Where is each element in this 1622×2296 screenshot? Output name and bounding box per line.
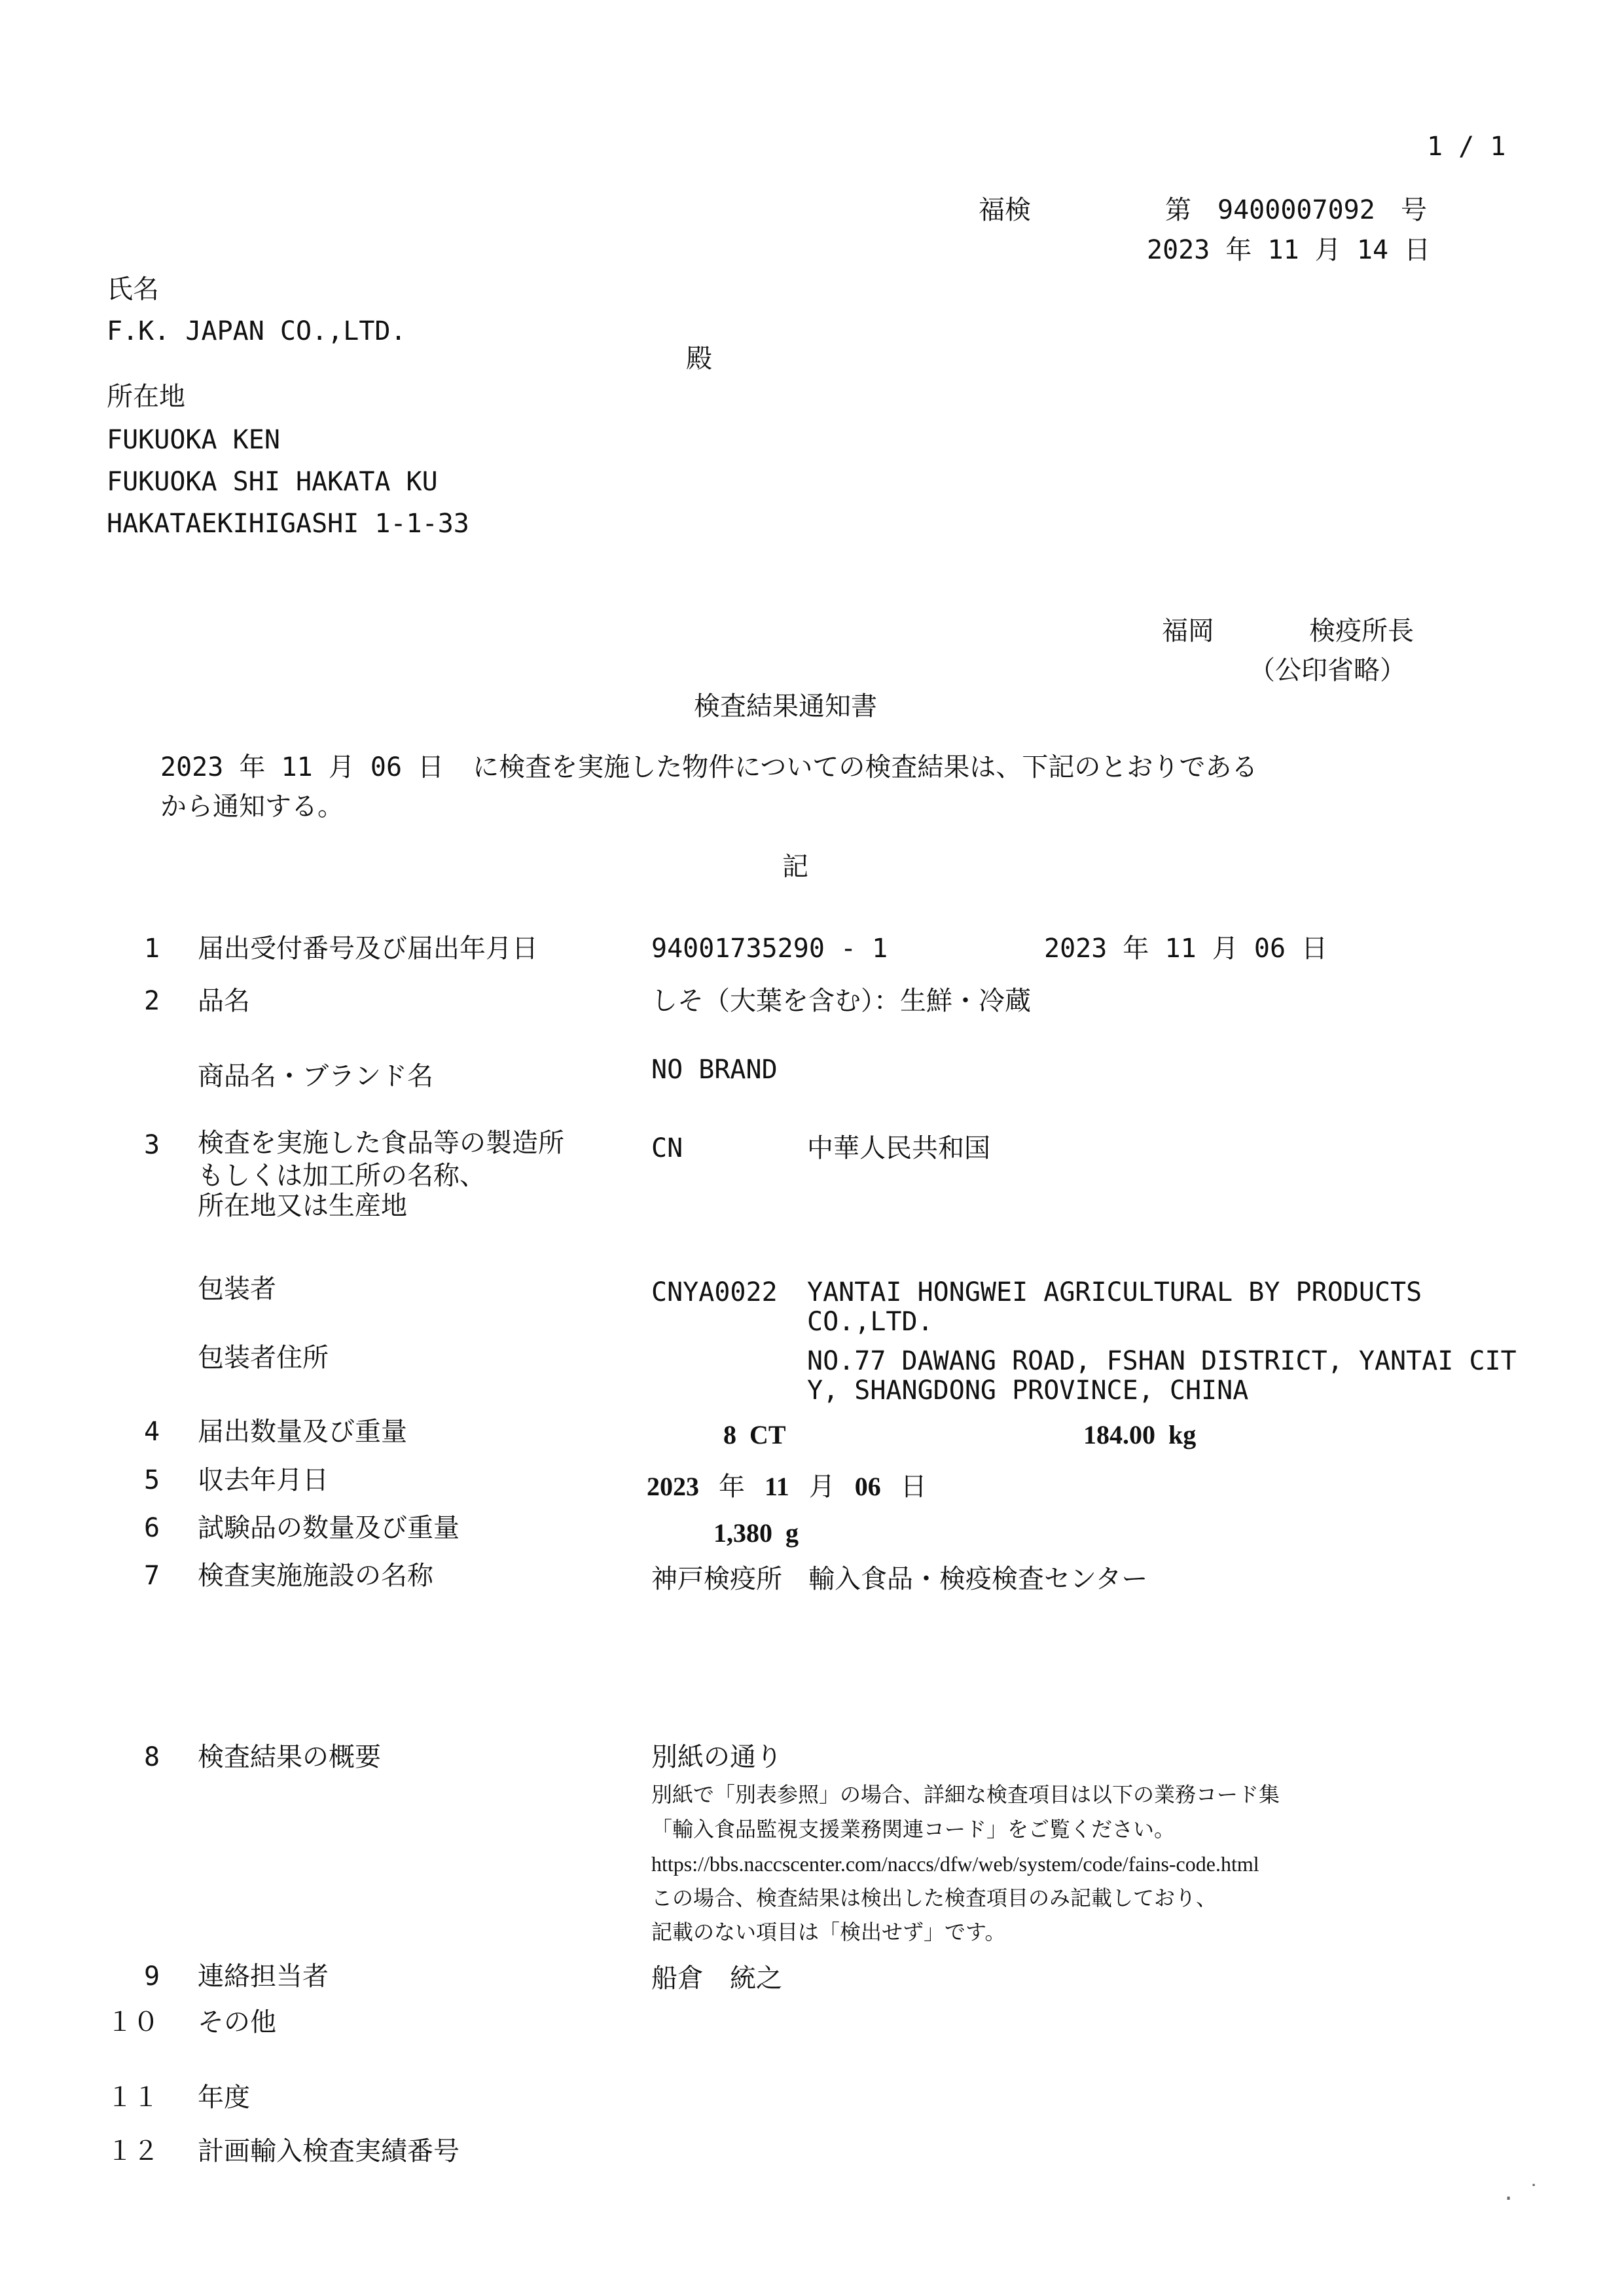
- item-value-7: 神戸検疫所 輸入食品・検疫検査センター: [651, 1564, 1148, 1594]
- v1-month: 11: [1164, 934, 1197, 964]
- recipient-name: F.K. JAPAN CO.,LTD.: [107, 316, 406, 346]
- item-label-1: 届出受付番号及び届出年月日: [198, 934, 538, 964]
- item-value-1-date: [1044, 933, 1327, 964]
- address-label: 所在地: [107, 382, 185, 412]
- intro-year: 2023: [160, 752, 224, 782]
- v1-month-char: 月: [1212, 934, 1238, 964]
- document-number: 9400007092: [1217, 195, 1375, 225]
- v1-day-char: 日: [1301, 934, 1328, 964]
- intro-text-1: に検査を実施した物件についての検査結果は、下記のとおりである: [473, 752, 1258, 782]
- number-label: 第: [1165, 195, 1191, 225]
- issuer-place: 福岡: [1162, 616, 1214, 646]
- v4-weight-unit: kg: [1168, 1420, 1197, 1449]
- office-prefix: 福検: [979, 195, 1031, 225]
- intro-day: 06: [370, 752, 403, 782]
- item-label-6: 試験品の数量及び重量: [198, 1513, 460, 1543]
- item-number-6: 6: [144, 1513, 160, 1543]
- issue-month: 11: [1267, 235, 1299, 265]
- item-number-1: 1: [144, 934, 160, 964]
- v1-year-char: 年: [1123, 934, 1149, 964]
- item-label-7: 検査実施施設の名称: [198, 1561, 433, 1591]
- intro-year-char: 年: [239, 752, 266, 782]
- item-value-8-note-3: この場合、検査結果は検出した検査項目のみ記載しており、: [651, 1886, 1217, 1910]
- item-value-2: しそ（大葉を含む）：生鮮・冷蔵: [651, 986, 1031, 1016]
- v5-year-char: 年: [719, 1472, 745, 1502]
- item-value-3c-line-1: NO.77 DAWANG ROAD, FSHAN DISTRICT, YANTAI CIT: [807, 1346, 1517, 1376]
- number-suffix: 号: [1401, 195, 1427, 225]
- item-number-9: 9: [144, 1961, 160, 1992]
- item-value-8-note-2: 「輸入食品監視支援業務関連コード」をご覧ください。: [651, 1817, 1176, 1842]
- item-value-8-url: https://bbs.naccscenter.com/naccs/dfw/web/system/code/fains-code.html: [651, 1852, 1259, 1876]
- v5-day: 06: [854, 1472, 881, 1501]
- item-label-4: 届出数量及び重量: [198, 1417, 407, 1447]
- intro-line-1: [160, 752, 1257, 783]
- item-value-3b-code: CNYA0022: [651, 1277, 778, 1307]
- honorific: 殿: [686, 344, 712, 374]
- issue-day: 14: [1356, 235, 1389, 265]
- intro-line-2: から通知する。: [160, 792, 344, 822]
- ki-mark: 記: [782, 852, 808, 882]
- item-label-8: 検査結果の概要: [198, 1742, 381, 1772]
- item-label-2b: 商品名・ブランド名: [198, 1061, 433, 1091]
- item-label-12: 計画輸入検査実績番号: [198, 2136, 460, 2166]
- item-value-3c-line-2: Y, SHANGDONG PROVINCE, CHINA: [807, 1376, 1249, 1406]
- item-label-9: 連絡担当者: [198, 1961, 329, 1992]
- item-value-3-code: CN: [651, 1133, 683, 1163]
- intro-month: 11: [281, 752, 313, 782]
- intro-day-char: 日: [418, 752, 444, 782]
- item-value-2b: NO BRAND: [651, 1055, 778, 1085]
- item-label-11: 年度: [198, 2083, 250, 2113]
- footer-marks: . ˙: [1502, 2180, 1540, 2205]
- item-value-6: [713, 1518, 799, 1549]
- item-value-5: [647, 1471, 927, 1503]
- issue-date: [1147, 234, 1430, 266]
- v5-year: 2023: [647, 1472, 699, 1501]
- document-title: 検査結果通知書: [694, 691, 877, 721]
- seal-note: （公印省略）: [1249, 655, 1406, 685]
- name-label: 氏名: [107, 274, 159, 304]
- item-label-5: 収去年月日: [198, 1465, 329, 1495]
- page-number: 1 / 1: [1427, 132, 1506, 162]
- item-label-3b: 包装者: [198, 1274, 276, 1304]
- address-line-1: FUKUOKA KEN: [107, 425, 280, 455]
- v4-weight: 184.00: [1083, 1420, 1155, 1449]
- year-char: 年: [1225, 235, 1252, 265]
- item-value-8-note-4: 記載のない項目は「検出せず」です。: [651, 1920, 1006, 1944]
- item-value-3b-line-1: YANTAI HONGWEI AGRICULTURAL BY PRODUCTS: [807, 1277, 1422, 1307]
- item-value-3b-line-2: CO.,LTD.: [807, 1307, 933, 1337]
- item-number-12: １２: [107, 2136, 159, 2166]
- item-value-4-qty: [723, 1419, 786, 1451]
- item-label-10: その他: [198, 2007, 276, 2037]
- item-value-8-note-1: 別紙で「別表参照」の場合、詳細な検査項目は以下の業務コード集: [651, 1782, 1280, 1807]
- v4-qty: 8: [723, 1420, 736, 1449]
- address-line-2: FUKUOKA SHI HAKATA KU: [107, 467, 438, 497]
- item-value-4-weight: [1083, 1419, 1196, 1451]
- v1-year: 2023: [1044, 934, 1108, 964]
- v6-amount: 1,380: [713, 1518, 772, 1548]
- intro-month-char: 月: [328, 752, 355, 782]
- item-value-3-country: 中華人民共和国: [807, 1133, 990, 1163]
- v5-day-char: 日: [900, 1472, 927, 1502]
- v4-unit: CT: [749, 1420, 786, 1449]
- item-value-9: 船倉 統之: [651, 1963, 782, 1994]
- item-label-3-line-1: 検査を実施した食品等の製造所: [198, 1128, 564, 1158]
- address-line-3: HAKATAEKIHIGASHI 1-1-33: [107, 509, 469, 539]
- item-value-8-main: 別紙の通り: [651, 1742, 782, 1772]
- day-char: 日: [1404, 235, 1431, 265]
- item-label-3-line-3: 所在地又は生産地: [198, 1191, 407, 1221]
- issuer-title: 検疫所長: [1309, 616, 1414, 646]
- item-label-3-line-2: もしくは加工所の名称、: [198, 1161, 486, 1191]
- item-number-2: 2: [144, 986, 160, 1016]
- v5-month-char: 月: [808, 1472, 835, 1502]
- item-number-5: 5: [144, 1465, 160, 1495]
- item-number-7: 7: [144, 1561, 160, 1591]
- item-number-8: 8: [144, 1742, 160, 1772]
- item-value-1-number: 94001735290 - 1: [651, 934, 888, 964]
- item-label-3c: 包装者住所: [198, 1343, 329, 1373]
- item-label-2: 品名: [198, 986, 250, 1016]
- item-number-10: １０: [107, 2007, 159, 2037]
- item-number-11: １１: [107, 2083, 159, 2113]
- item-number-3: 3: [144, 1130, 160, 1160]
- month-char: 月: [1314, 235, 1341, 265]
- v5-month: 11: [765, 1472, 789, 1501]
- v6-unit: g: [785, 1518, 799, 1548]
- issue-year: 2023: [1147, 235, 1210, 265]
- item-number-4: 4: [144, 1417, 160, 1447]
- v1-day: 06: [1253, 934, 1286, 964]
